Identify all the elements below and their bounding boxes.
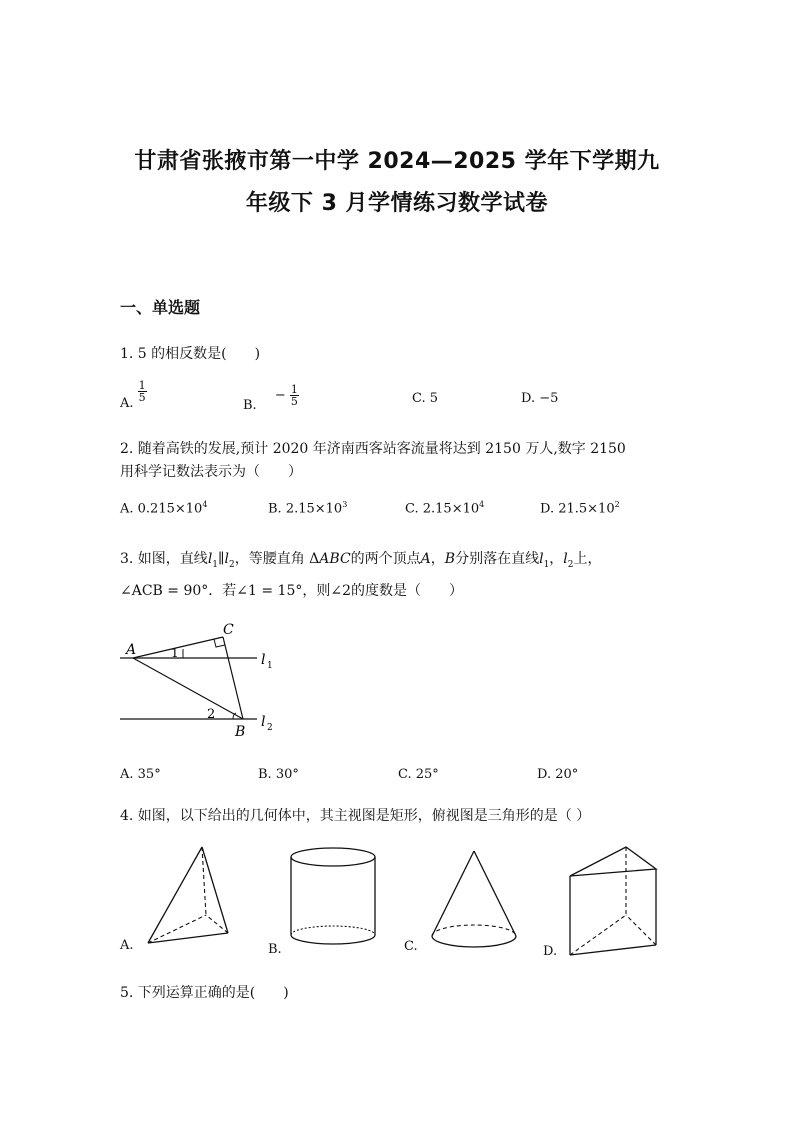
label-l2-subscript: 2: [267, 723, 273, 733]
cone-icon: [428, 847, 522, 952]
q3-text: 上，: [573, 551, 602, 567]
label-a: A: [126, 642, 137, 658]
line-l1: l: [539, 551, 544, 567]
question-3-option-b[interactable]: B. 30°: [258, 767, 299, 782]
subscript: 1: [543, 559, 550, 570]
question-1-option-a[interactable]: [120, 379, 147, 411]
question-3-line2: ∠ACB = 90°．若∠1 = 15°，则∠2的度数是（ ）: [120, 583, 464, 599]
option-c-exponent: 4: [479, 500, 485, 509]
triangle-abc: ABC: [319, 551, 351, 567]
fraction-one-fifth: [138, 380, 147, 403]
line-l2: l: [563, 551, 568, 567]
option-b-base: B. 2.15×10: [268, 501, 343, 517]
question-1-option-b[interactable]: [243, 384, 299, 413]
option-d-base: D. 21.5×10: [540, 501, 615, 517]
q3-text: 的两个顶点: [350, 551, 421, 567]
question-4-option-a[interactable]: A.: [120, 938, 134, 953]
question-1-option-d[interactable]: D. −5: [521, 391, 559, 406]
subscript: 2: [567, 559, 574, 570]
line-l2: l: [224, 551, 229, 567]
label-l1-subscript: 1: [267, 661, 273, 671]
line-l1: l: [207, 551, 213, 567]
option-a-exponent: 4: [202, 500, 208, 509]
question-2-line1: 2. 随着高铁的发展,预计 2020 年济南西客站客流量将达到 2150 万人,数字 2150: [120, 441, 626, 457]
q3-text: ，等腰直角 Δ: [234, 551, 320, 567]
option-d-exponent: 2: [614, 500, 620, 509]
triangular-pyramid-icon: [140, 843, 240, 948]
question-1-option-c[interactable]: C. 5: [412, 391, 439, 406]
fraction-numerator: 1: [290, 383, 298, 396]
fraction-denominator: 5: [138, 391, 146, 404]
label-c: C: [223, 622, 234, 638]
triangular-prism-icon: [564, 843, 664, 961]
label-angle-2: 2: [207, 707, 216, 722]
point-b: B: [444, 551, 456, 567]
side-ab: [133, 658, 243, 719]
question-2-option-b[interactable]: [268, 500, 347, 516]
fraction-denominator: 5: [290, 395, 298, 408]
option-a-prefix: A.: [120, 396, 134, 411]
question-4-option-c[interactable]: C.: [404, 939, 418, 954]
q3-text: ，: [549, 551, 564, 567]
page-title-line2: 年级下 3 月学情练习数学试卷: [245, 191, 549, 216]
question-2-option-c[interactable]: [405, 500, 484, 516]
question-3-option-d[interactable]: D. 20°: [537, 767, 579, 782]
page-title-line1: 甘肃省张掖市第一中学 2024—2025 学年下学期九: [134, 149, 660, 174]
fraction-one-fifth: [290, 384, 299, 407]
label-l1: l: [261, 652, 266, 668]
question-3-option-c[interactable]: C. 25°: [398, 767, 439, 782]
parallel-symbol: ∥: [218, 551, 225, 567]
question-2-line2: 用科学记数法表示为（ ）: [120, 464, 302, 480]
side-cb: [223, 637, 243, 719]
option-b-prefix: B.: [243, 398, 257, 413]
option-c-base: C. 2.15×10: [405, 501, 480, 517]
option-b-exponent: 3: [342, 500, 348, 509]
minus-sign: −: [274, 388, 286, 403]
question-4-option-d[interactable]: D.: [543, 944, 558, 959]
question-3-option-a[interactable]: A. 35°: [120, 767, 161, 782]
cylinder-icon: [286, 845, 382, 953]
subscript: 2: [228, 559, 235, 570]
q3-text: 分别落在直线: [455, 551, 540, 567]
question-3-line1: [120, 548, 602, 570]
section-heading: 一、单选题: [120, 298, 201, 317]
fraction-numerator: 1: [138, 379, 146, 392]
question-5-stem: 5. 下列运算正确的是( ): [120, 985, 289, 1001]
question-4-option-b[interactable]: B.: [268, 942, 282, 957]
question-2-option-a[interactable]: [120, 500, 207, 516]
label-l2: l: [261, 714, 266, 730]
question-4-stem: 4. 如图，以下给出的几何体中，其主视图是矩形，俯视图是三角形的是（ ）: [120, 808, 591, 824]
question-1-stem: 1. 5 的相反数是( ): [120, 346, 261, 362]
question-3-figure: [115, 618, 285, 743]
label-b: B: [235, 724, 246, 740]
q3-text: ，: [430, 551, 445, 567]
question-2-option-d[interactable]: [540, 500, 620, 516]
subscript: 1: [212, 559, 219, 570]
option-a-base: A. 0.215×10: [120, 501, 203, 517]
point-a: A: [420, 551, 431, 567]
label-angle-1: 1: [171, 646, 179, 660]
q3-text: 3. 如图，直线: [120, 551, 208, 567]
